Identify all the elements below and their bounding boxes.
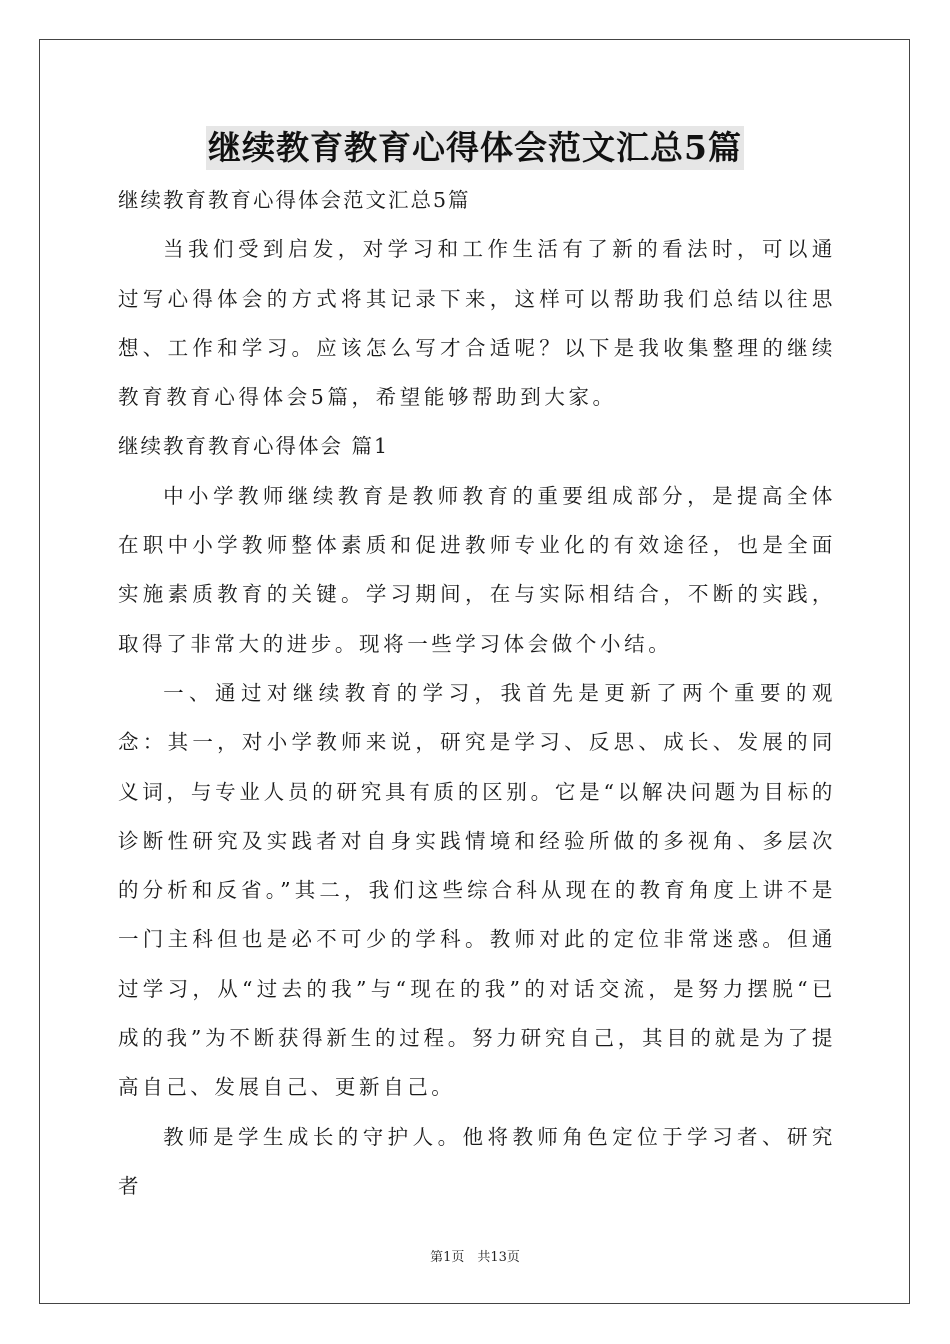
body-paragraph: 中小学教师继续教育是教师教育的重要组成部分，是提高全体在职中小学教师整体素质和促进教师专业化的有效途径，也是全面实施素质教育的关键。学习期间，在与实际相结合，不断的实践，取得了非常大的进步。现将一些学习体会做个小结。 xyxy=(118,483,836,656)
body-paragraph: 教师是学生成长的守护人。他将教师角色定位于学习者、研究者 xyxy=(118,1124,836,1198)
subtitle: 继续教育教育心得体会范文汇总5篇 xyxy=(118,188,471,212)
body-paragraph: 一、通过对继续教育的学习，我首先是更新了两个重要的观念：其一，对小学教师来说，研究是学习、反思、成长、发展的同义词，与专业人员的研究具有质的区别。它是“以解决问题为目标的诊断性研究及实践者对自身实践情境和经验所做的多视角、多层次的分析和反省。”其二，我们这些综合科从现在的教育角度上讲不是一门主科但也是必不可少的学科。教师对此的定位非常迷惑。但通过学习，从“过去的我”与“现在的我”的对话交流，是努力摆脱“已成的我”为不断获得新生的过程。努力研究自己，其目的就是为了提高自己、发展自己、更新自己。 xyxy=(118,680,836,1100)
section-heading: 继续教育教育心得体会 篇1 xyxy=(118,434,390,459)
title-container xyxy=(0,126,950,170)
document-body xyxy=(118,176,836,1211)
page-number-footer: 第1页 共13页 xyxy=(430,1250,520,1265)
intro-paragraph: 当我们受到启发，对学习和工作生活有了新的看法时，可以通过写心得体会的方式将其记录下来，这样可以帮助我们总结以往思想、工作和学习。应该怎么写才合适呢？以下是我收集整理的继续教育教育心得体会5篇，希望能够帮助到大家。 xyxy=(118,237,836,410)
document-title: 继续教育教育心得体会范文汇总5篇 xyxy=(206,126,744,170)
